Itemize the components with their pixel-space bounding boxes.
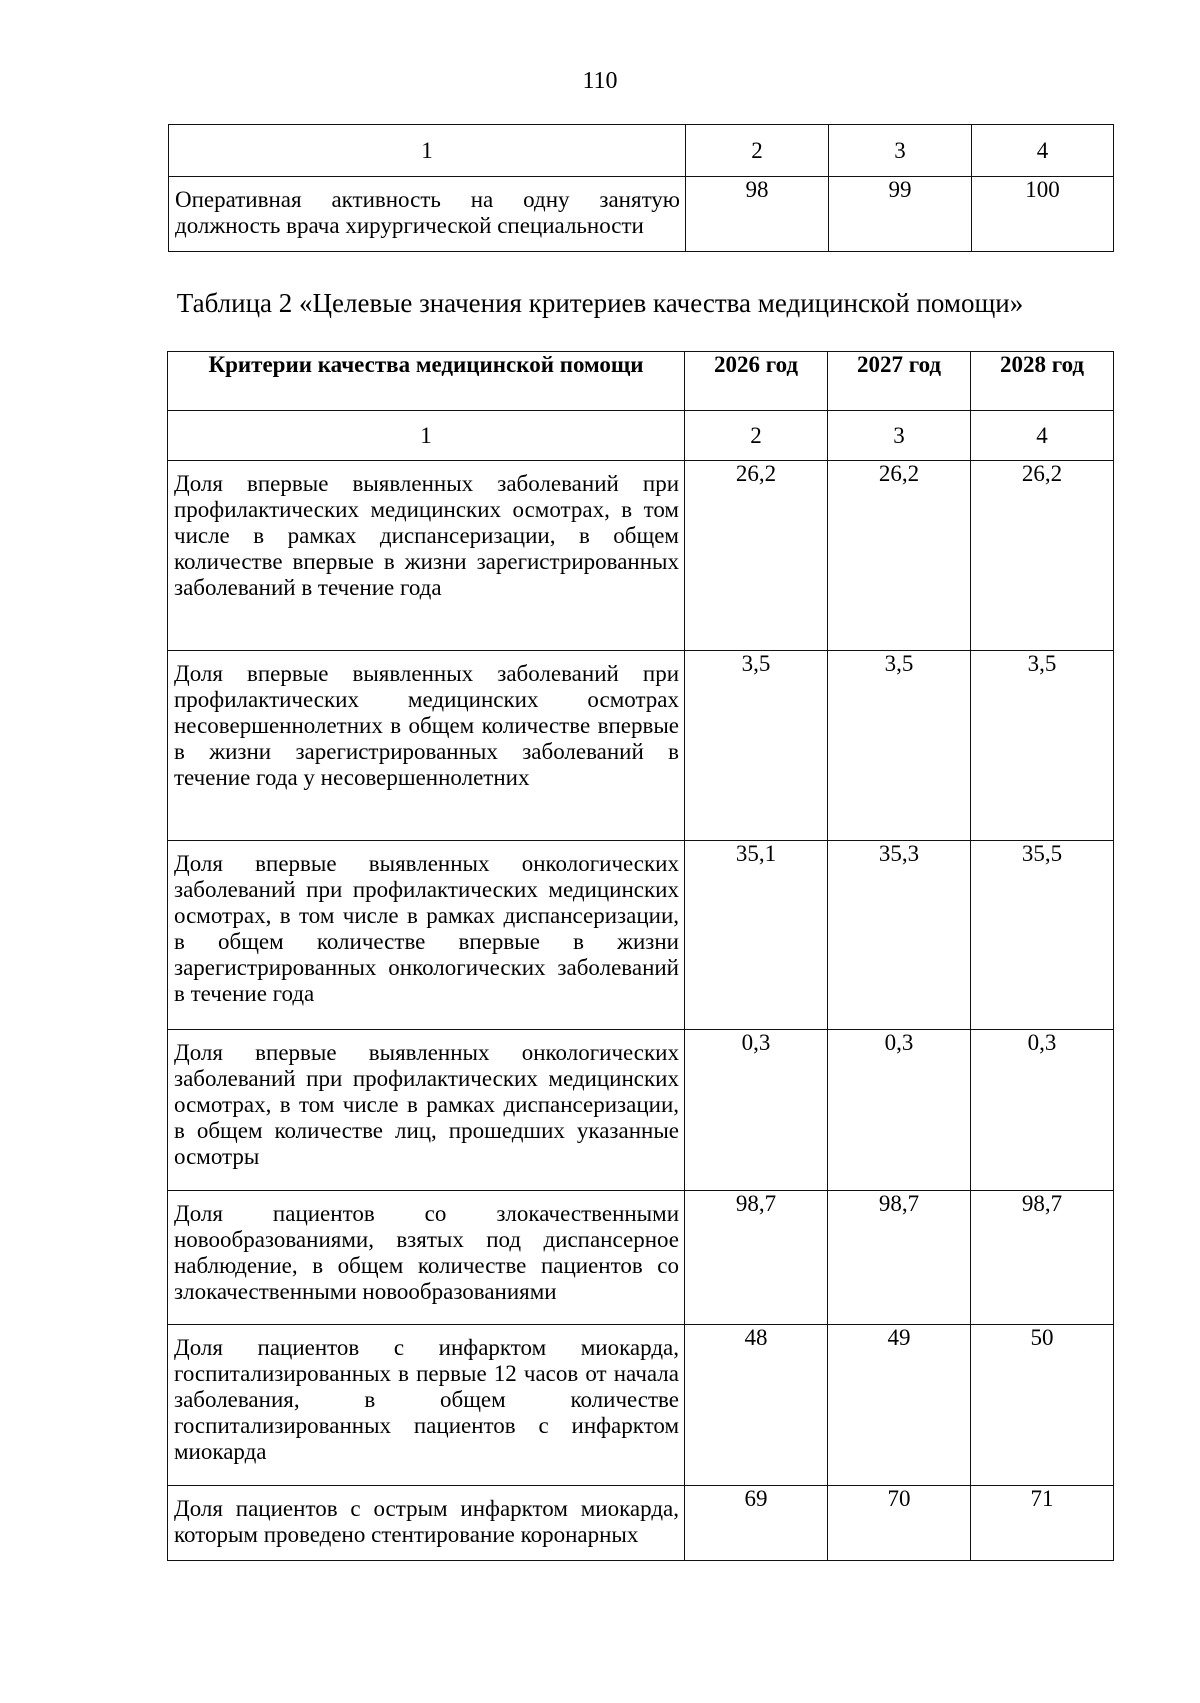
value-2026: 0,3 xyxy=(685,1030,828,1191)
table-row xyxy=(168,651,1114,841)
value-2028: 50 xyxy=(971,1325,1114,1486)
header-2026: 2026 год xyxy=(685,352,828,411)
value-2027: 0,3 xyxy=(828,1030,971,1191)
criterion-cell xyxy=(168,1030,685,1191)
table-header-row xyxy=(169,125,1114,177)
value-2026: 35,1 xyxy=(685,841,828,1030)
column-number: 3 xyxy=(828,411,971,461)
criterion-text: Доля впервые выявленных заболеваний при профилактических медицинских осмотрах, в том числе в рамках диспансеризации, в общем количестве впервые в жизни зарегистрированных заболеваний в течение года xyxy=(174,471,679,600)
criterion-cell xyxy=(169,177,686,252)
criterion-text: Оперативная активность на одну занятую должность врача хирургической специальности xyxy=(175,187,680,238)
header-criteria: Критерии качества медицинской помощи xyxy=(168,352,685,411)
quality-criteria-table xyxy=(167,351,1114,1561)
page-number: 110 xyxy=(582,68,618,94)
value-2026: 69 xyxy=(685,1486,828,1561)
value-2027: 3,5 xyxy=(828,651,971,841)
value-2028: 100 xyxy=(972,177,1114,252)
value-2028: 71 xyxy=(971,1486,1114,1561)
criterion-text: Доля впервые выявленных онкологических заболеваний при профилактических медицинских осмотрах, в том числе в рамках диспансеризации, в общем количестве лиц, прошедших указанные осмотры xyxy=(174,1040,679,1169)
criterion-cell xyxy=(168,1325,685,1486)
header-2027: 2027 год xyxy=(828,352,971,411)
value-2027: 99 xyxy=(829,177,972,252)
table-row xyxy=(168,1030,1114,1191)
criterion-cell xyxy=(168,1191,685,1325)
table-row xyxy=(169,177,1114,252)
table-row xyxy=(168,1325,1114,1486)
criterion-cell xyxy=(168,461,685,651)
criterion-text: Доля пациентов с инфарктом миокарда, госпитализированных в первые 12 часов от начала заболевания, в общем количестве госпитализированных пациентов с инфарктом миокарда xyxy=(174,1335,679,1464)
value-2027: 26,2 xyxy=(828,461,971,651)
value-2026: 26,2 xyxy=(685,461,828,651)
column-number: 4 xyxy=(971,411,1114,461)
criterion-cell xyxy=(168,651,685,841)
criterion-cell xyxy=(168,1486,685,1561)
criterion-text: Доля впервые выявленных заболеваний при профилактических медицинских осмотрах несовершеннолетних в общем количестве впервые в жизни зарегистрированных заболеваний в течение года у несовершеннолетних xyxy=(174,661,679,790)
value-2027: 70 xyxy=(828,1486,971,1561)
table-row xyxy=(168,841,1114,1030)
value-2028: 26,2 xyxy=(971,461,1114,651)
column-number: 1 xyxy=(169,125,686,177)
criterion-text: Доля пациентов с острым инфарктом миокарда, которым проведено стентирование коронарных xyxy=(174,1496,679,1547)
criterion-text: Доля впервые выявленных онкологических заболеваний при профилактических медицинских осмотрах, в том числе в рамках диспансеризации, в общем количестве впервые в жизни зарегистрированных онкологических заболеваний в течение года xyxy=(174,851,679,1006)
table-row xyxy=(168,1486,1114,1561)
value-2026: 48 xyxy=(685,1325,828,1486)
header-2028: 2028 год xyxy=(971,352,1114,411)
value-2028: 0,3 xyxy=(971,1030,1114,1191)
column-number: 4 xyxy=(972,125,1114,177)
column-number: 2 xyxy=(685,411,828,461)
column-number: 1 xyxy=(168,411,685,461)
value-2026: 98 xyxy=(686,177,829,252)
value-2028: 3,5 xyxy=(971,651,1114,841)
value-2026: 98,7 xyxy=(685,1191,828,1325)
table-header-row xyxy=(168,352,1114,411)
value-2027: 49 xyxy=(828,1325,971,1486)
column-number: 2 xyxy=(686,125,829,177)
column-number: 3 xyxy=(829,125,972,177)
column-number-row xyxy=(168,411,1114,461)
table-caption: Таблица 2 «Целевые значения критериев качества медицинской помощи» xyxy=(176,288,1024,318)
value-2027: 35,3 xyxy=(828,841,971,1030)
value-2027: 98,7 xyxy=(828,1191,971,1325)
continuation-table xyxy=(168,124,1114,252)
table-row xyxy=(168,461,1114,651)
value-2028: 98,7 xyxy=(971,1191,1114,1325)
value-2028: 35,5 xyxy=(971,841,1114,1030)
value-2026: 3,5 xyxy=(685,651,828,841)
criterion-text: Доля пациентов со злокачественными новообразованиями, взятых под диспансерное наблюдение, в общем количестве пациентов со злокачественными новообразованиями xyxy=(174,1201,679,1304)
criterion-cell xyxy=(168,841,685,1030)
table-row xyxy=(168,1191,1114,1325)
